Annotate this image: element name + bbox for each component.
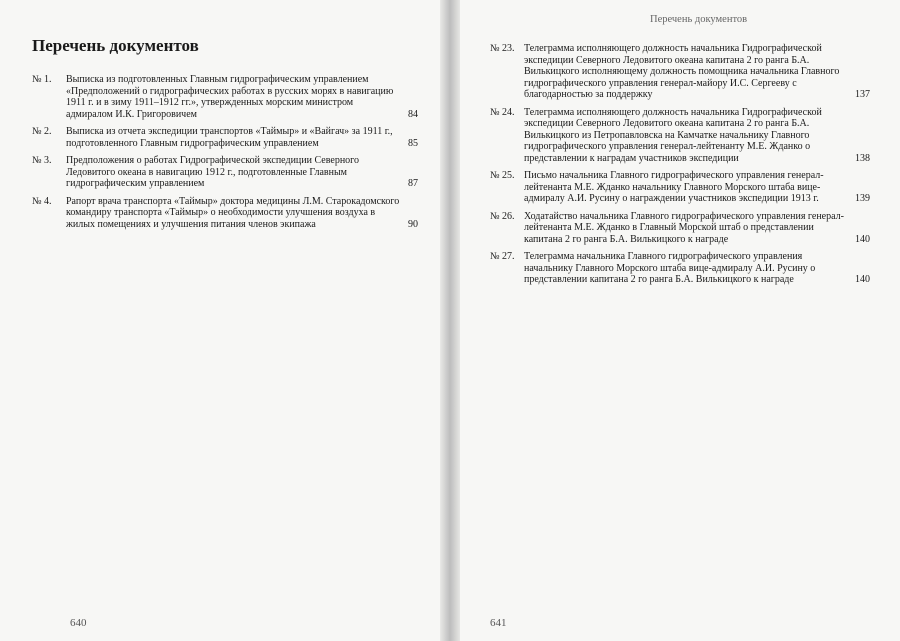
entry-number: № 4. — [32, 195, 52, 207]
entry-page: 140 — [855, 274, 870, 285]
page-number: 640 — [70, 617, 87, 629]
list-item — [32, 126, 418, 149]
entry-number: № 27. — [490, 251, 515, 262]
entry-number: № 1. — [32, 74, 52, 85]
list-item — [490, 170, 870, 205]
entry-page: 90 — [408, 218, 418, 230]
entry-page: 87 — [408, 178, 418, 189]
entry-page: 140 — [855, 233, 870, 245]
entry-number: № 23. — [490, 43, 515, 54]
entry-page: 85 — [408, 137, 418, 149]
entry-text: Выписка из отчета экспедиции транспортов «Таймыр» и «Вайгач» за 1911 г., подготовленного Главным гидрографическим управлением — [66, 126, 393, 149]
entry-text: Рапорт врача транспорта «Таймыр» доктора медицины Л.М. Старокадомского командиру транспорта «Таймыр» о необходимости улучшения воздуха в жилых помещениях и улучшения питания членов экипажа — [66, 195, 400, 230]
list-item — [490, 107, 870, 165]
entry-page: 84 — [408, 108, 418, 120]
page-title: Перечень документов — [32, 36, 199, 55]
entry-number: № 26. — [490, 210, 515, 222]
entry-number: № 24. — [490, 106, 515, 118]
page-number: 641 — [490, 617, 507, 629]
entry-number: № 25. — [490, 170, 515, 181]
entry-page: 138 — [855, 152, 870, 164]
entry-text: Ходатайство начальника Главного гидрографического управления генерал-лейтенанта М.Е. Жданко в Главный Морской штаб о представлении капитана 2 го ранга Б.А. Вилькицкого к награде — [524, 210, 844, 245]
right-page — [460, 0, 900, 641]
list-item — [32, 196, 418, 231]
entry-text: Телеграмма начальника Главного гидрографического управления начальнику Главного Морского штаба вице-адмиралу А.И. Русину о представлении капитана 2 го ранга Б.А. Вилькицкого к награде — [524, 251, 816, 285]
list-item — [490, 43, 870, 101]
entry-page: 137 — [855, 89, 870, 100]
list-item — [490, 211, 870, 246]
book-gutter — [440, 0, 460, 641]
list-item — [32, 74, 418, 120]
list-item — [32, 155, 418, 190]
entry-text: Телеграмма исполняющего должность начальника Гидрографической экспедиции Северного Ледовитого океана капитана 2 го ранга Б.А. Вилькицкого из Петропавловска на Камчатке начальнику Главного гидрографического управления генерал-лейтенанту М.Е. Жданко о представлении к наградам участников экспедиции — [524, 106, 822, 164]
entry-text: Предположения о работах Гидрографической экспедиции Северного Ледовитого океана в навигацию 1912 г., подготовленные Главным гидрографическим управлением — [66, 155, 360, 189]
entry-text: Телеграмма исполняющего должность начальника Гидрографической экспедиции Северного Ледовитого океана капитана 2 го ранга Б.А. Вилькицкого исполняющему должность помощника начальника Главного гидрографического управления генерал-майору И.С. Сергееву с благодарностью за поддержку — [524, 43, 840, 100]
entry-number: № 2. — [32, 126, 52, 137]
list-item — [490, 251, 870, 286]
entry-text: Письмо начальника Главного гидрографического управления генерал-лейтенанта М.Е. Жданко начальнику Главного Морского штаба вице-адмиралу А.И. Русину о награждении участников экспедиции 1913 г. — [524, 170, 824, 204]
left-page — [0, 0, 440, 641]
entry-text: Выписка из подготовленных Главным гидрографическим управлением «Предположений о гидрографических работах в русских морях в навигацию 1911 г. и в зиму 1911–1912 гг.», утвержденных морским министром адмиралом И.К. Григоровичем — [66, 74, 394, 120]
entry-page: 139 — [855, 193, 870, 204]
running-head: Перечень документов — [650, 14, 748, 25]
entry-number: № 3. — [32, 155, 52, 166]
